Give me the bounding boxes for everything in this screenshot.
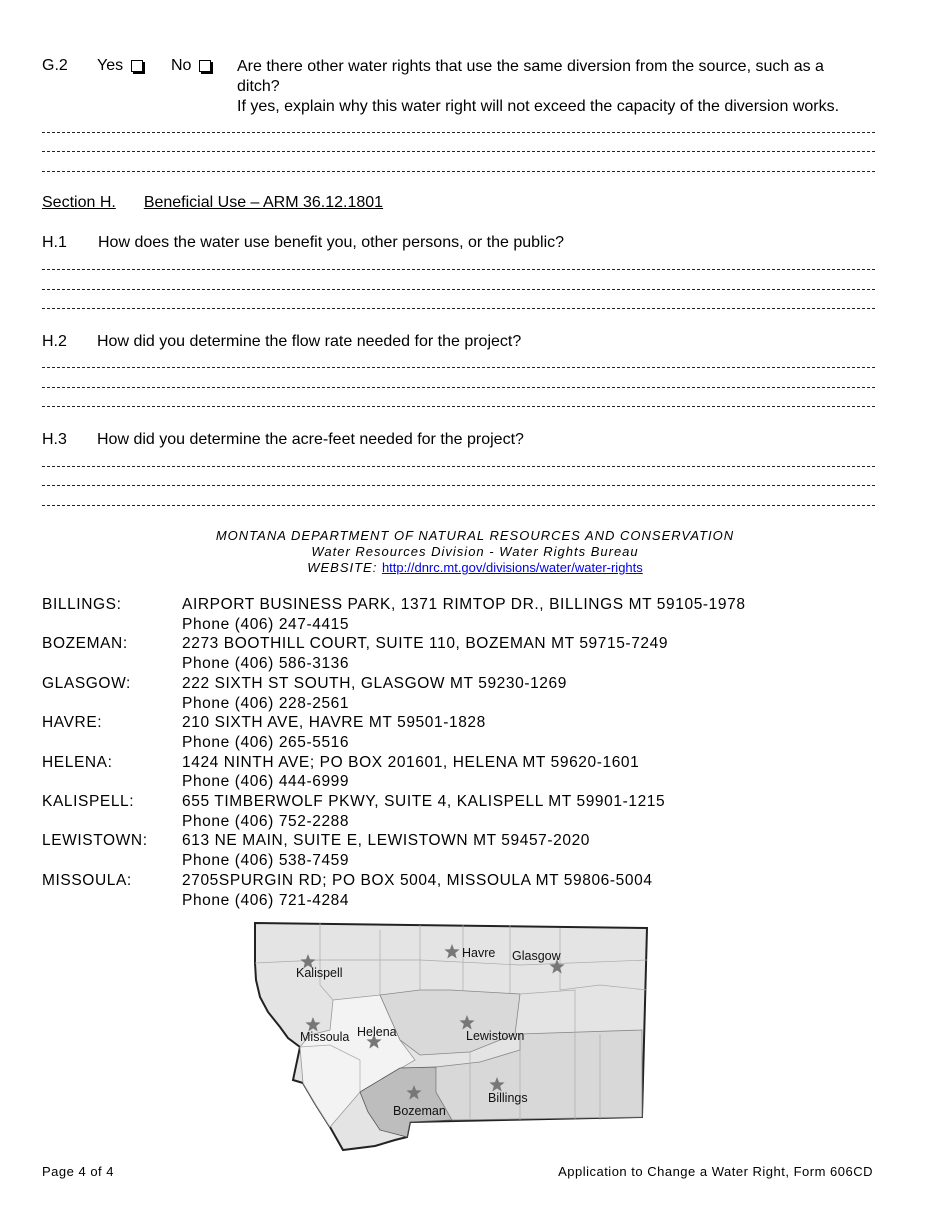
office-city: BILLINGS: — [42, 596, 122, 613]
question-text-h1: How does the water use benefit you, other persons, or the public? — [98, 234, 565, 251]
map-city-label: Lewistown — [466, 1029, 525, 1043]
section-number: Section H. — [42, 194, 116, 211]
office-phone: Phone (406) 228-2561 — [182, 694, 350, 712]
office-city: HAVRE: — [42, 714, 103, 732]
office-phone: Phone (406) 247-4415 — [182, 615, 350, 633]
map-city-label: Missoula — [300, 1030, 350, 1044]
yes-label: Yes — [97, 57, 124, 74]
office-phone: Phone (406) 265-5516 — [182, 733, 350, 751]
map-city-label: Glasgow — [512, 949, 561, 963]
question-number-h1: H.1 — [42, 234, 67, 251]
agency-name: MONTANA DEPARTMENT OF NATURAL RESOURCES AND CONSERVATION — [215, 528, 735, 543]
office-address: 613 NE MAIN, SUITE E, LEWISTOWN MT 59457-2020 — [182, 832, 591, 850]
office-phone: Phone (406) 752-2288 — [182, 812, 350, 830]
office-city: KALISPELL: — [42, 793, 135, 810]
office-phone: Phone (406) 444-6999 — [182, 773, 350, 791]
question-line: ditch? — [237, 78, 280, 95]
question-text-h3: How did you determine the acre-feet needed for the project? — [97, 431, 524, 448]
map-city-label: Helena — [357, 1025, 397, 1039]
page-number: Page 4 of 4 — [42, 1164, 114, 1179]
question-line: Are there other water rights that use the same diversion from the source, such as a — [237, 58, 824, 75]
office-city: LEWISTOWN: — [42, 832, 148, 850]
map-city-label: Kalispell — [296, 966, 343, 980]
map-city-label: Havre — [462, 946, 496, 960]
question-text-h2: How did you determine the flow rate needed for the project? — [97, 333, 522, 350]
office-address: 655 TIMBERWOLF PKWY, SUITE 4, KALISPELL MT 59901-1215 — [182, 793, 666, 810]
question-number-g2: G.2 — [42, 57, 68, 74]
no-label: No — [171, 57, 192, 74]
website-link[interactable]: http://dnrc.mt.gov/divisions/water/water-rights — [381, 560, 643, 575]
question-line: If yes, explain why this water right will not exceed the capacity of the diversion works. — [237, 98, 840, 115]
office-address: 2273 BOOTHILL COURT, SUITE 110, BOZEMAN MT 59715-7249 — [182, 635, 669, 653]
map-city-label: Bozeman — [393, 1104, 446, 1118]
office-phone: Phone (406) 721-4284 — [182, 891, 350, 909]
office-address: 2705SPURGIN RD; PO BOX 5004, MISSOULA MT 59806-5004 — [182, 871, 653, 889]
office-city: HELENA: — [42, 753, 113, 771]
office-city: GLASGOW: — [42, 674, 131, 692]
office-phone: Phone (406) 586-3136 — [182, 655, 350, 673]
office-address: 222 SIXTH ST SOUTH, GLASGOW MT 59230-1269 — [182, 674, 567, 692]
agency-division: Water Resources Division - Water Rights Bureau — [311, 544, 639, 559]
office-address: AIRPORT BUSINESS PARK, 1371 RIMTOP DR., BILLINGS MT 59105-1978 — [182, 596, 746, 613]
office-address: 210 SIXTH AVE, HAVRE MT 59501-1828 — [182, 714, 486, 732]
office-city: BOZEMAN: — [42, 635, 128, 653]
question-number-h2: H.2 — [42, 333, 67, 350]
section-title: Beneficial Use – ARM 36.12.1801 — [143, 194, 384, 211]
question-number-h3: H.3 — [42, 431, 67, 448]
office-phone: Phone (406) 538-7459 — [182, 852, 350, 870]
office-address: 1424 NINTH AVE; PO BOX 201601, HELENA MT 59620-1601 — [182, 753, 640, 771]
office-city: MISSOULA: — [42, 871, 132, 889]
map-city-label: Billings — [488, 1091, 528, 1105]
form-title: Application to Change a Water Right, Form 606CD — [558, 1164, 873, 1179]
website-label: WEBSITE: — [307, 560, 378, 575]
